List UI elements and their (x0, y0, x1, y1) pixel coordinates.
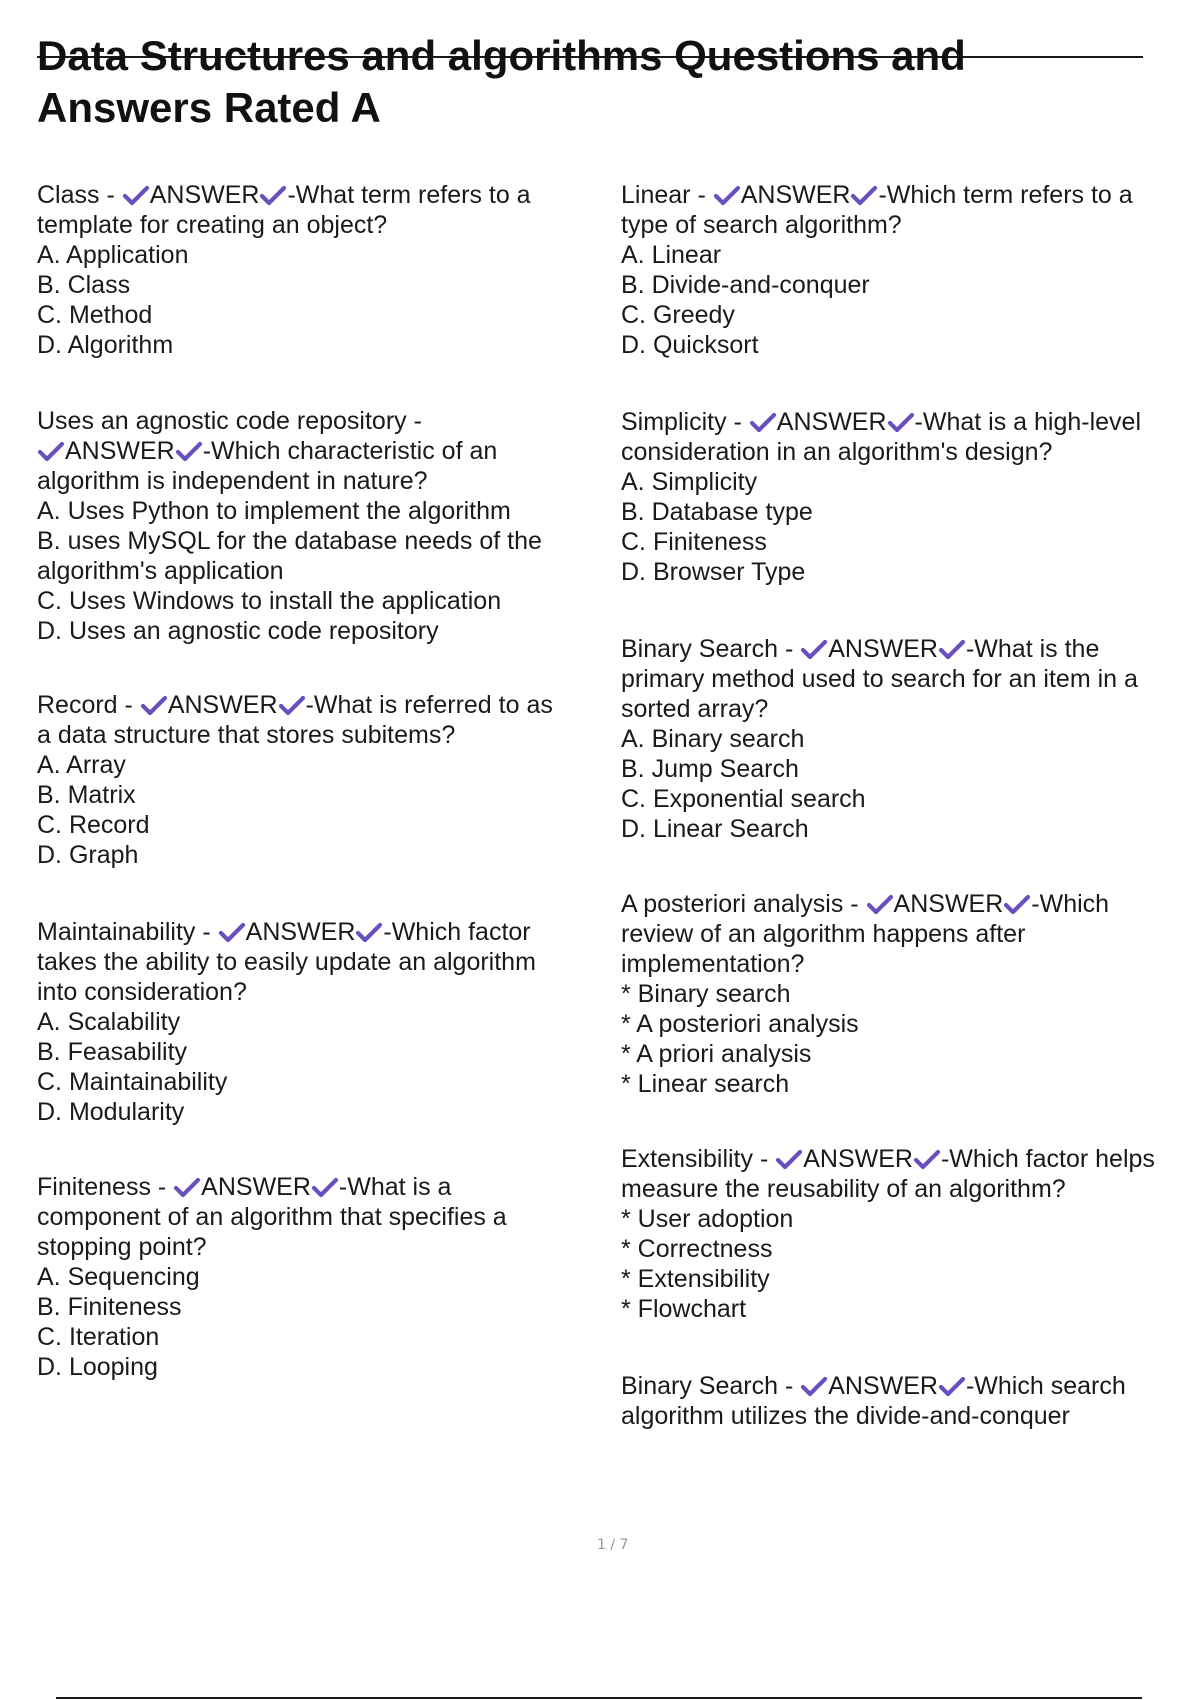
answer-option: D. Graph (37, 841, 139, 869)
question-line: template for creating an object? (37, 211, 388, 239)
answer-option: C. Finiteness (621, 528, 767, 556)
answer-option: C. Record (37, 811, 150, 839)
bottom-rule (56, 1697, 1142, 1699)
checkmark-icon (175, 440, 203, 462)
answer-option: * User adoption (621, 1205, 794, 1233)
answer-option: B. Jump Search (621, 755, 799, 783)
answer-option: * Correctness (621, 1235, 773, 1263)
question-text: -What is a high-level (914, 408, 1142, 436)
qa-block-extensibility (621, 1144, 1155, 1324)
checkmark-icon (913, 1148, 941, 1170)
question-first-line (621, 889, 1109, 919)
answer-tag: ANSWER (201, 1173, 311, 1201)
title-line-1: Data Structures and algorithms Questions and (37, 32, 966, 79)
answer-tag: ANSWER (776, 408, 887, 436)
answer-option: B. Database type (621, 498, 813, 526)
qa-block-record (37, 690, 553, 870)
checkmark-icon (1003, 893, 1031, 915)
qa-block-linear (621, 180, 1133, 360)
answer-option: C. Iteration (37, 1323, 160, 1351)
question-first-line (621, 634, 1138, 664)
question-first-line (37, 436, 542, 466)
checkmark-icon (355, 921, 383, 943)
answer-option: A. Application (37, 241, 189, 269)
checkmark-icon (749, 411, 777, 433)
checkmark-icon (887, 411, 915, 433)
answer-term: Extensibility - (621, 1145, 776, 1173)
answer-term: Record - (37, 691, 140, 719)
answer-option: A. Simplicity (621, 468, 758, 496)
answer-option: C. Uses Windows to install the application (37, 587, 502, 615)
answer-option: * Binary search (621, 980, 791, 1008)
checkmark-icon (713, 184, 741, 206)
answer-term: Simplicity - (621, 408, 749, 436)
question-first-line (37, 180, 531, 210)
answer-tag: ANSWER (167, 691, 278, 719)
question-first-line (37, 690, 553, 720)
qa-block-agnostic-repository (37, 406, 542, 646)
checkmark-icon (800, 638, 828, 660)
question-text: -What is the (965, 635, 1100, 663)
question-line: measure the reusability of an algorithm? (621, 1175, 1066, 1203)
answer-option: * Linear search (621, 1070, 790, 1098)
answer-tag: ANSWER (828, 1372, 938, 1400)
qa-block-maintainability (37, 917, 536, 1127)
answer-option: B. Matrix (37, 781, 136, 809)
answer-option: C. Exponential search (621, 785, 866, 813)
checkmark-icon (122, 184, 150, 206)
qa-block-binary-search (621, 634, 1138, 844)
checkmark-icon (311, 1176, 339, 1198)
qa-block-finiteness (37, 1172, 507, 1382)
answer-option: D. Uses an agnostic code repository (37, 617, 439, 645)
page-indicator: 1 / 7 (597, 1537, 629, 1553)
qa-block-class (37, 180, 531, 360)
question-text: -What is a (338, 1173, 452, 1201)
question-text: -Which term refers to a (878, 181, 1133, 209)
question-line: a data structure that stores subitems? (37, 721, 456, 749)
answer-option: * Flowchart (621, 1295, 747, 1323)
question-text: -What term refers to a (287, 181, 531, 209)
answer-option: D. Linear Search (621, 815, 809, 843)
question-line: algorithm is independent in nature? (37, 467, 428, 495)
question-term-line (37, 406, 542, 436)
answer-tag: ANSWER (740, 181, 851, 209)
answer-tag: ANSWER (149, 181, 260, 209)
question-line: consideration in an algorithm's design? (621, 438, 1053, 466)
question-line: review of an algorithm happens after (621, 920, 1026, 948)
question-first-line (621, 180, 1133, 210)
answer-option: B. Feasability (37, 1038, 188, 1066)
question-line: type of search algorithm? (621, 211, 902, 239)
answer-tag: ANSWER (803, 1145, 913, 1173)
answer-option: algorithm's application (37, 557, 284, 585)
answer-option: A. Uses Python to implement the algorithm (37, 497, 511, 525)
answer-term: Uses an agnostic code repository - (37, 407, 422, 435)
question-line: stopping point? (37, 1233, 207, 1261)
question-text: -Which factor (383, 918, 531, 946)
answer-option: B. Class (37, 271, 131, 299)
answer-option: D. Quicksort (621, 331, 759, 359)
answer-option: * Extensibility (621, 1265, 770, 1293)
checkmark-icon (866, 893, 894, 915)
answer-term: Linear - (621, 181, 713, 209)
checkmark-icon (140, 694, 168, 716)
answer-term: Binary Search - (621, 635, 801, 663)
answer-option: * A priori analysis (621, 1040, 812, 1068)
title-line-2: Answers Rated A (37, 84, 381, 131)
question-line: sorted array? (621, 695, 769, 723)
answer-tag: ANSWER (828, 635, 938, 663)
answer-option: B. uses MySQL for the database needs of the (37, 527, 542, 555)
question-first-line (621, 407, 1141, 437)
answer-option: D. Looping (37, 1353, 158, 1381)
question-first-line (621, 1371, 1126, 1401)
checkmark-icon (938, 1375, 966, 1397)
checkmark-icon (218, 921, 246, 943)
question-line: primary method used to search for an item in a (621, 665, 1138, 693)
question-line: takes the ability to easily update an algorithm (37, 948, 536, 976)
answer-option: * A posteriori analysis (621, 1010, 859, 1038)
answer-term: Binary Search - (621, 1372, 801, 1400)
answer-option: D. Browser Type (621, 558, 806, 586)
answer-option: A. Linear (621, 241, 722, 269)
question-text: -Which search (965, 1372, 1126, 1400)
answer-option: A. Array (37, 751, 126, 779)
checkmark-icon (800, 1375, 828, 1397)
answer-term: A posteriori analysis - (621, 890, 866, 918)
question-first-line (37, 1172, 507, 1202)
answer-option: D. Algorithm (37, 331, 174, 359)
question-line: component of an algorithm that specifies a (37, 1203, 507, 1231)
answer-option: C. Maintainability (37, 1068, 228, 1096)
question-line: algorithm utilizes the divide-and-conquer (621, 1402, 1070, 1430)
question-first-line (37, 917, 536, 947)
checkmark-icon (173, 1176, 201, 1198)
answer-option: C. Greedy (621, 301, 735, 329)
question-line: implementation? (621, 950, 805, 978)
document-title (37, 30, 1137, 134)
answer-option: B. Divide-and-conquer (621, 271, 870, 299)
answer-option: A. Scalability (37, 1008, 181, 1036)
qa-block-simplicity (621, 407, 1141, 587)
answer-option: A. Binary search (621, 725, 805, 753)
answer-term: Maintainability - (37, 918, 218, 946)
checkmark-icon (850, 184, 878, 206)
answer-tag: ANSWER (893, 890, 1004, 918)
checkmark-icon (278, 694, 306, 716)
qa-block-binary-search-2 (621, 1371, 1126, 1431)
answer-term: Finiteness - (37, 1173, 174, 1201)
answer-term: Class - (37, 181, 122, 209)
question-text: -What is referred to as (305, 691, 553, 719)
answer-option: D. Modularity (37, 1098, 185, 1126)
checkmark-icon (37, 440, 65, 462)
answer-option: C. Method (37, 301, 153, 329)
answer-option: B. Finiteness (37, 1293, 182, 1321)
question-text: -Which factor helps (940, 1145, 1155, 1173)
checkmark-icon (259, 184, 287, 206)
answer-tag: ANSWER (245, 918, 356, 946)
answer-option: A. Sequencing (37, 1263, 200, 1291)
question-text: -Which characteristic of an (202, 437, 498, 465)
question-text: -Which (1031, 890, 1110, 918)
question-line: into consideration? (37, 978, 247, 1006)
question-first-line (621, 1144, 1155, 1174)
checkmark-icon (938, 638, 966, 660)
qa-block-a-posteriori (621, 889, 1109, 1099)
checkmark-icon (775, 1148, 803, 1170)
answer-tag: ANSWER (65, 437, 175, 465)
